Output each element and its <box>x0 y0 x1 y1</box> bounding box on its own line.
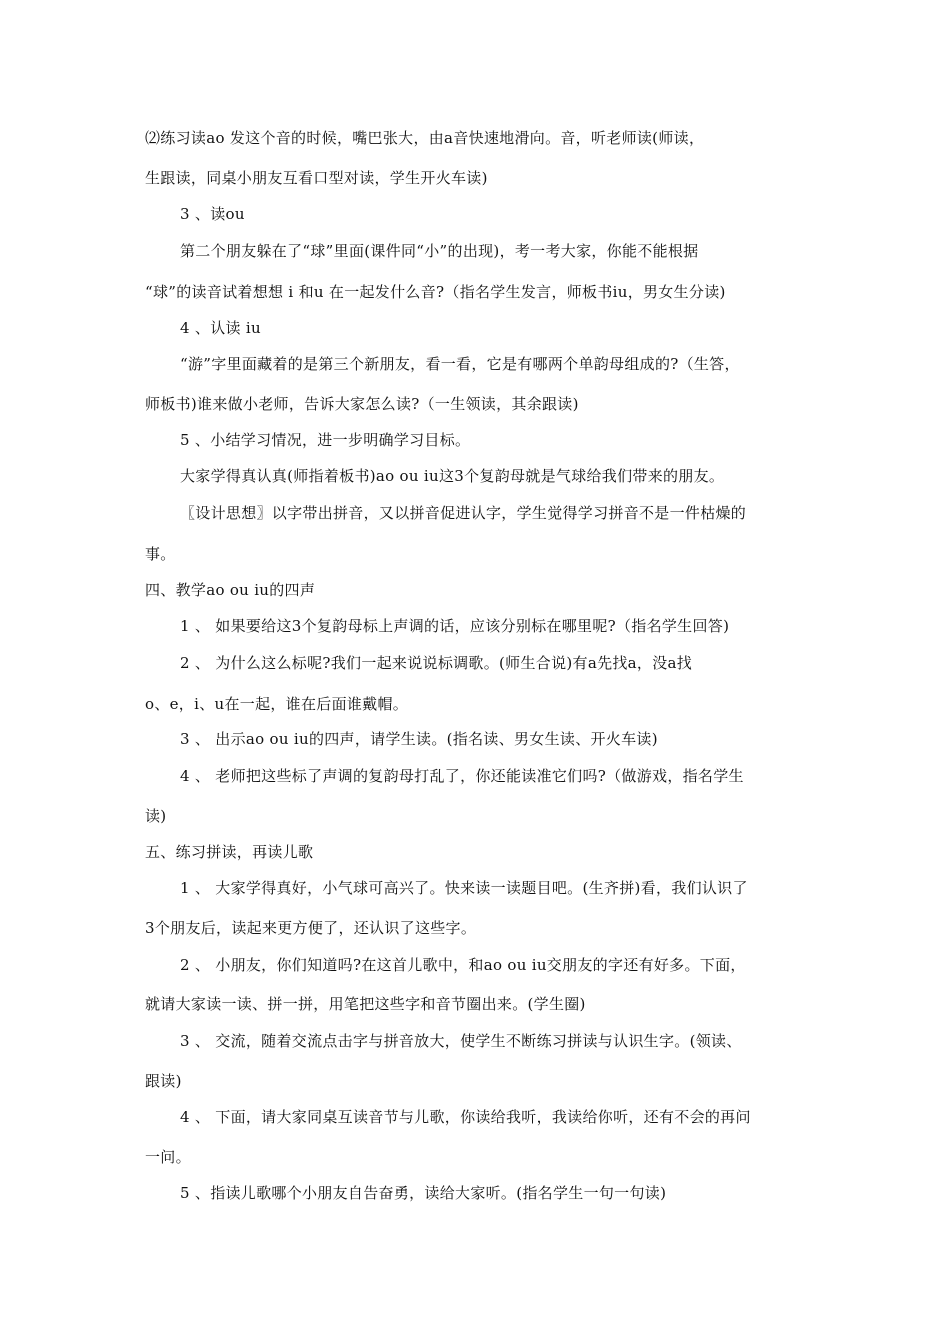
text-line: 生跟读，同桌小朋友互看口型对读，学生开火车读) <box>145 169 488 187</box>
text-line: 〖设计思想〗以字带出拼音，又以拼音促进认字，学生觉得学习拼音不是一件枯燥的 <box>180 504 747 522</box>
text-line: 5 、小结学习情况，进一步明确学习目标。 <box>180 431 471 449</box>
text-line: 1 、 如果要给这3个复韵母标上声调的话，应该分别标在哪里呢?（指名学生回答) <box>180 617 730 635</box>
text-line: “游”字里面藏着的是第三个新朋友，看一看，它是有哪两个单韵母组成的?（生答， <box>180 355 740 373</box>
section-heading: 四、教学ao ou iu的四声 <box>145 581 316 599</box>
text-line: “球”的读音试着想想 i 和u 在一起发什么音?（指名学生发言，师板书iu，男女生分读) <box>145 283 726 301</box>
text-line: 事。 <box>145 545 176 563</box>
text-line: o、e，i、u在一起，谁在后面谁戴帽。 <box>145 695 409 713</box>
text-line: 第二个朋友躲在了“球”里面(课件同“小”的出现)，考一考大家，你能不能根据 <box>180 242 699 260</box>
text-line: 3 、读ou <box>180 205 245 223</box>
text-line: 4 、 老师把这些标了声调的复韵母打乱了，你还能读准它们吗?（做游戏，指名学生 <box>180 767 744 785</box>
text-line: 4 、 下面，请大家同桌互读音节与儿歌，你读给我听，我读给你听，还有不会的再问 <box>180 1108 751 1126</box>
text-line: 大家学得真认真(师指着板书)ao ou iu这3个复韵母就是气球给我们带来的朋友。 <box>180 467 725 485</box>
section-heading: 五、练习拼读，再读儿歌 <box>145 843 314 861</box>
text-line: 师板书)谁来做小老师，告诉大家怎么读?（一生领读，其余跟读) <box>145 395 579 413</box>
text-line: 跟读) <box>145 1072 182 1090</box>
text-line: 3个朋友后，读起来更方便了，还认识了这些字。 <box>145 919 477 937</box>
text-line: 3 、 交流，随着交流点击字与拼音放大，使学生不断练习拼读与认识生字。(领读、 <box>180 1032 742 1050</box>
text-line: 就请大家读一读、拼一拼，用笔把这些字和音节圈出来。(学生圈) <box>145 995 586 1013</box>
text-line: 2 、 为什么这么标呢?我们一起来说说标调歌。(师生合说)有a先找a，没a找 <box>180 654 693 672</box>
text-line: 2 、 小朋友，你们知道吗?在这首儿歌中，和ao ou iu交朋友的字还有好多。下面， <box>180 956 746 974</box>
text-line: 5 、指读儿歌哪个小朋友自告奋勇，读给大家听。(指名学生一句一句读) <box>180 1184 667 1202</box>
text-line: 1 、 大家学得真好，小气球可高兴了。快来读一读题目吧。(生齐拼)看，我们认识了 <box>180 879 748 897</box>
text-line: 4 、认读 iu <box>180 319 261 337</box>
text-line: 3 、 出示ao ou iu的四声，请学生读。(指名读、男女生读、开火车读) <box>180 730 658 748</box>
text-line: 读) <box>145 807 167 825</box>
text-line: 一问。 <box>145 1148 191 1166</box>
text-line: ⑵练习读ao 发这个音的时候，嘴巴张大，由a音快速地滑向。音，听老师读(师读， <box>145 129 705 147</box>
